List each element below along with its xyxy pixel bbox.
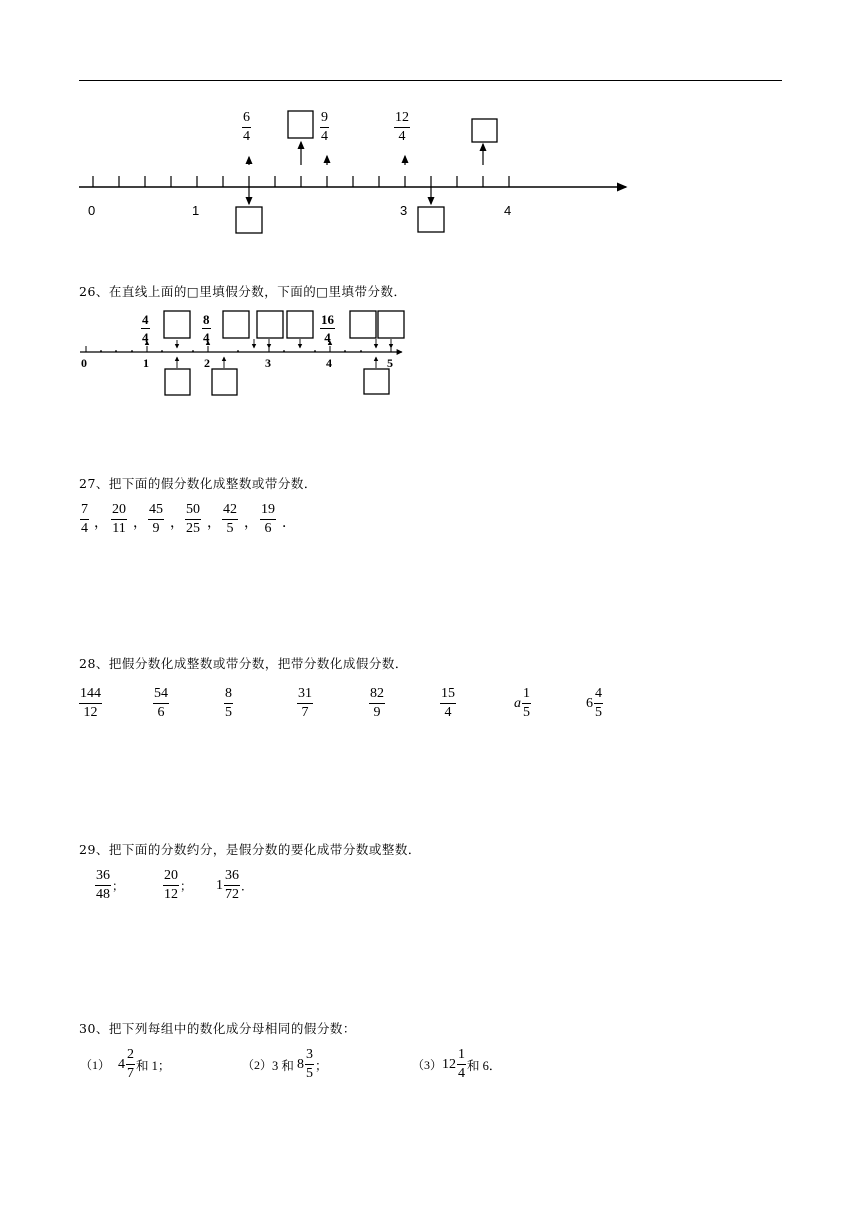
q26-title: 26、在直线上面的□里填假分数，下面的□里填带分数．	[79, 284, 407, 299]
q28-fraction: 144 12	[80, 686, 101, 720]
q29-title: 29、把下面的分数约分，是假分数的要化成带分数或整数．	[79, 842, 421, 857]
q26-axis-label-5: 5	[387, 356, 393, 370]
q28-fraction: 31 7	[298, 686, 312, 720]
q26-axis-label-1: 1	[143, 356, 149, 370]
q27-fraction: 7 4	[81, 502, 88, 536]
q25-axis-label-4: 4	[504, 203, 512, 218]
q26-fraction-8-4: 8 4	[203, 312, 210, 345]
q27-end-mark: ．	[282, 516, 296, 531]
q30-title: 30、把下列每组中的数化成分母相同的假分数：	[79, 1021, 356, 1036]
q26-axis-label-4: 4	[326, 356, 332, 370]
q27-fraction: 19 6	[261, 502, 275, 536]
q29-item: 1 $\frac{36}{72}$ ．	[216, 868, 254, 902]
q26-axis-label-0: 0	[81, 356, 87, 370]
q27-fraction: 45 9	[149, 502, 163, 536]
q26-fraction-16-4: 16 4	[321, 312, 334, 345]
q29-item: $\frac{36}{48}$ ；	[96, 868, 125, 902]
q25-fraction-9-4: 9 4	[321, 110, 328, 144]
q27-fraction: 20 11	[112, 502, 126, 536]
q29-item: $\frac{20}{12}$ ；	[164, 868, 193, 902]
q27-separator: ，	[94, 516, 108, 531]
q28-fraction: 54 6	[154, 686, 168, 720]
q28-fraction: 8 5	[225, 686, 232, 720]
q27-fraction: 42 5	[223, 502, 237, 536]
q27-fraction: 50 25	[186, 502, 200, 536]
q28-title: 28、把假分数化成整数或带分数，把带分数化成假分数．	[79, 656, 408, 671]
q30-item: （1） 4 $\frac{2}{7}$ 和 1；	[80, 1047, 171, 1081]
q25-axis-label-0: 0	[88, 203, 96, 218]
q25-axis-label-3: 3	[400, 203, 408, 218]
q28-fraction: 15 4	[441, 686, 455, 720]
q30-item: （2） 3 和 8 $\frac{3}{5}$ ；	[242, 1047, 328, 1081]
q25-fraction-6-4: 6 4	[243, 110, 250, 144]
q27-title: 27、把下面的假分数化成整数或带分数．	[79, 476, 317, 491]
q26-axis-label-2: 2	[204, 356, 210, 370]
q27-separator: ，	[170, 516, 184, 531]
q25-fraction-12-4: 12 4	[395, 110, 409, 144]
q30-item: （3） 12 $\frac{1}{4}$ 和 6．	[412, 1047, 502, 1081]
q27-separator: ，	[133, 516, 147, 531]
q28-mixed-number: 6 $\frac{4}{5}$	[586, 686, 602, 720]
q25-axis-label-1: 1	[192, 203, 200, 218]
q26-fraction-4-4: 4 4	[142, 312, 149, 345]
q27-separator: ，	[244, 516, 258, 531]
q26-axis-label-3: 3	[265, 356, 271, 370]
q28-fraction: 82 9	[370, 686, 384, 720]
q28-mixed-number: a $\frac{1}{5}$	[514, 686, 530, 720]
q27-separator: ，	[207, 516, 221, 531]
